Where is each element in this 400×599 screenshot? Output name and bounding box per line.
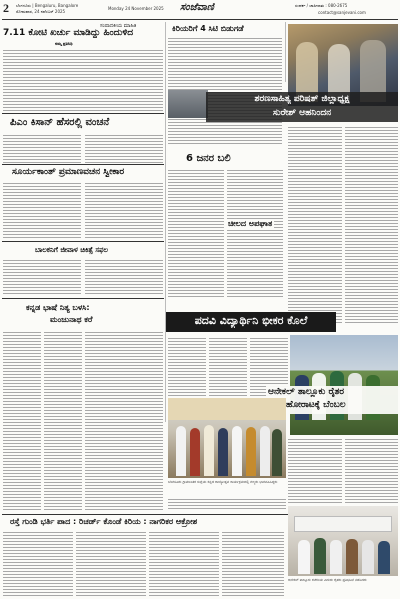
article-10-headline-line-2: ಸುರೇಶ್ ಆಹನಿಂದನ — [272, 108, 332, 118]
divider — [2, 241, 164, 242]
article-1-body — [3, 48, 163, 112]
article-6-headline: ಚೀಲದ ಅಪಘಾತ — [228, 219, 273, 228]
page-number: 2 — [3, 1, 9, 15]
article-3-body-left — [3, 133, 81, 163]
article-1-kicker: ಸಂಪಾದಕೀಯ ಮಾಹಿತಿ — [100, 23, 137, 29]
masthead — [0, 0, 400, 20]
divider — [2, 113, 164, 114]
article-9-body-left — [3, 330, 41, 510]
article-5-body-left — [168, 168, 224, 298]
center-photo-caption: ಬೆಂಗಳೂರು ಗ್ರಾಮಾಂತರ ಜಿಲ್ಲೆಯ ಕನ್ನಡ ರಾಜ್ಯೋತ್ಸವ ಕಾರ್ಯಕ್ರಮದಲ್ಲಿ ಗಣ್ಯರು ಭಾಗವಹಿಸಿದ್ದರು — [168, 480, 278, 484]
article-11-headline-line-1: ಆನೇಕಲ್ ತಾಲ್ಲೂಕು ರೈತರ — [268, 387, 345, 397]
divider — [2, 298, 164, 299]
article-4-headline: ಸೂರ್ಯಕಾಂತ್ ಪ್ರಮಾಣವಚನ ಸ್ವೀಕಾರ — [12, 167, 125, 177]
masthead-left-info-2: ಸೋಮವಾರ, 24 ನವೆಂಬರ್ 2025 — [16, 9, 66, 14]
article-9-headline-line-1: ಕನ್ನಡ ಭಾಷೆ ನಿತ್ಯ ಬಳಸಿ: — [26, 303, 90, 312]
rally-photo — [290, 335, 398, 435]
article-12-body-4 — [222, 530, 284, 596]
article-9-body-mid — [44, 330, 82, 510]
article-7-body-left — [3, 258, 81, 296]
article-3-body-right — [85, 133, 163, 163]
article-5-headline: 6 ಜನರ ಬಲಿ — [186, 153, 231, 164]
article-8-body-continued — [168, 497, 286, 511]
article-8-body-mid — [209, 336, 247, 396]
inset-photo — [168, 90, 208, 118]
article-7-headline: ಬಾಲಕನಿಗೆ ಜೀವಾಳ ಚಿಕಿತ್ಸೆ ಸಫಲ — [35, 246, 109, 254]
article-10-body-1 — [288, 125, 342, 325]
article-2-headline: ಕಿರಿಯರಿಗೆ 4 ಸಿಟಿ ಬಿಡುಗಡೆ — [172, 24, 244, 33]
article-11-body-1 — [288, 437, 342, 503]
article-4-body-right — [85, 181, 163, 239]
article-10-headline-line-1: ಶರಣಸಾಹಿತ್ಯ ಪರಿಷತ್ ಜಿಲ್ಲಾಧ್ಯಕ್ಷ — [254, 94, 350, 104]
article-12-headline: ರಸ್ತೆ ಗುಂಡಿ ಭರ್ತಿ ಪಾದ : ರಿಚರ್ಡ್ ಕೊಂಡೆ ಕಿರಿಯ : ನಾಗರಿಕರ ಆಕ್ರೋಶ — [10, 517, 198, 526]
article-9-headline-line-2: ಮಂಜುನಾಥ ಕರೆ — [50, 315, 93, 324]
article-3-headline: ಪಿಎಂ ಕಿಸಾನ್ ಹೆಸರಲ್ಲಿ ವಂಚನೆ — [10, 117, 110, 128]
article-9-body-right — [85, 330, 163, 510]
article-4-body-left — [3, 181, 81, 239]
article-8-headline: ಪದವಿ ವಿದ್ಯಾರ್ಥಿನಿ ಭೀಕರ ಕೊಲೆ — [194, 314, 308, 327]
article-8-headline-box — [166, 312, 336, 332]
article-8-body-left — [168, 336, 206, 396]
bottom-right-photo-caption: ಆನೇಕಲ್ ತಾಲ್ಲೂಕು ಕಚೇರಿಯ ಎದುರು ರೈತರು ಪ್ರತಿಭಟನೆ ನಡೆಸಿದರು — [288, 578, 367, 582]
masthead-title: ಸಂಜೆವಾಣಿ — [180, 2, 214, 13]
column-divider — [285, 22, 286, 82]
article-10-body-2 — [345, 125, 398, 325]
masthead-right-info: ಸಂಪರ್ಕ / ಜಾಹೀರಾತು : 080-2675 — [295, 3, 348, 8]
center-group-photo — [168, 398, 286, 478]
column-divider — [165, 22, 166, 422]
divider — [2, 164, 164, 165]
article-7-body-right — [85, 258, 163, 296]
article-11-headline-line-2: ಹೋರಾಟಕ್ಕೆ ಬೆಂಬಲ — [286, 400, 346, 410]
article-3-headline-box — [10, 115, 160, 131]
article-10-headline-box — [206, 92, 398, 122]
masthead-rule — [2, 19, 398, 20]
masthead-date: Monday 24 November 2025 — [108, 6, 164, 11]
article-12-body-1 — [3, 530, 73, 596]
article-1-byline: ನಮ್ಮ ಪ್ರತಿನಿಧಿ — [55, 41, 73, 46]
article-11-body-2 — [345, 437, 398, 503]
masthead-left-info: ಬೆಂಗಳೂರು | Bengaluru, Bangalore — [16, 3, 79, 8]
article-12-body-3 — [149, 530, 219, 596]
article-5-body-right — [227, 168, 283, 298]
article-12-body-2 — [76, 530, 146, 596]
bottom-right-photo — [288, 506, 398, 576]
masthead-right-info-2: contact@sanjevani.com — [318, 10, 366, 15]
article-1-headline: 7.11 ಕೋಟಿ ಖರ್ಚು ಮಾಡಿದ್ದು ಹಿಂದುಳಿದ — [3, 28, 134, 38]
